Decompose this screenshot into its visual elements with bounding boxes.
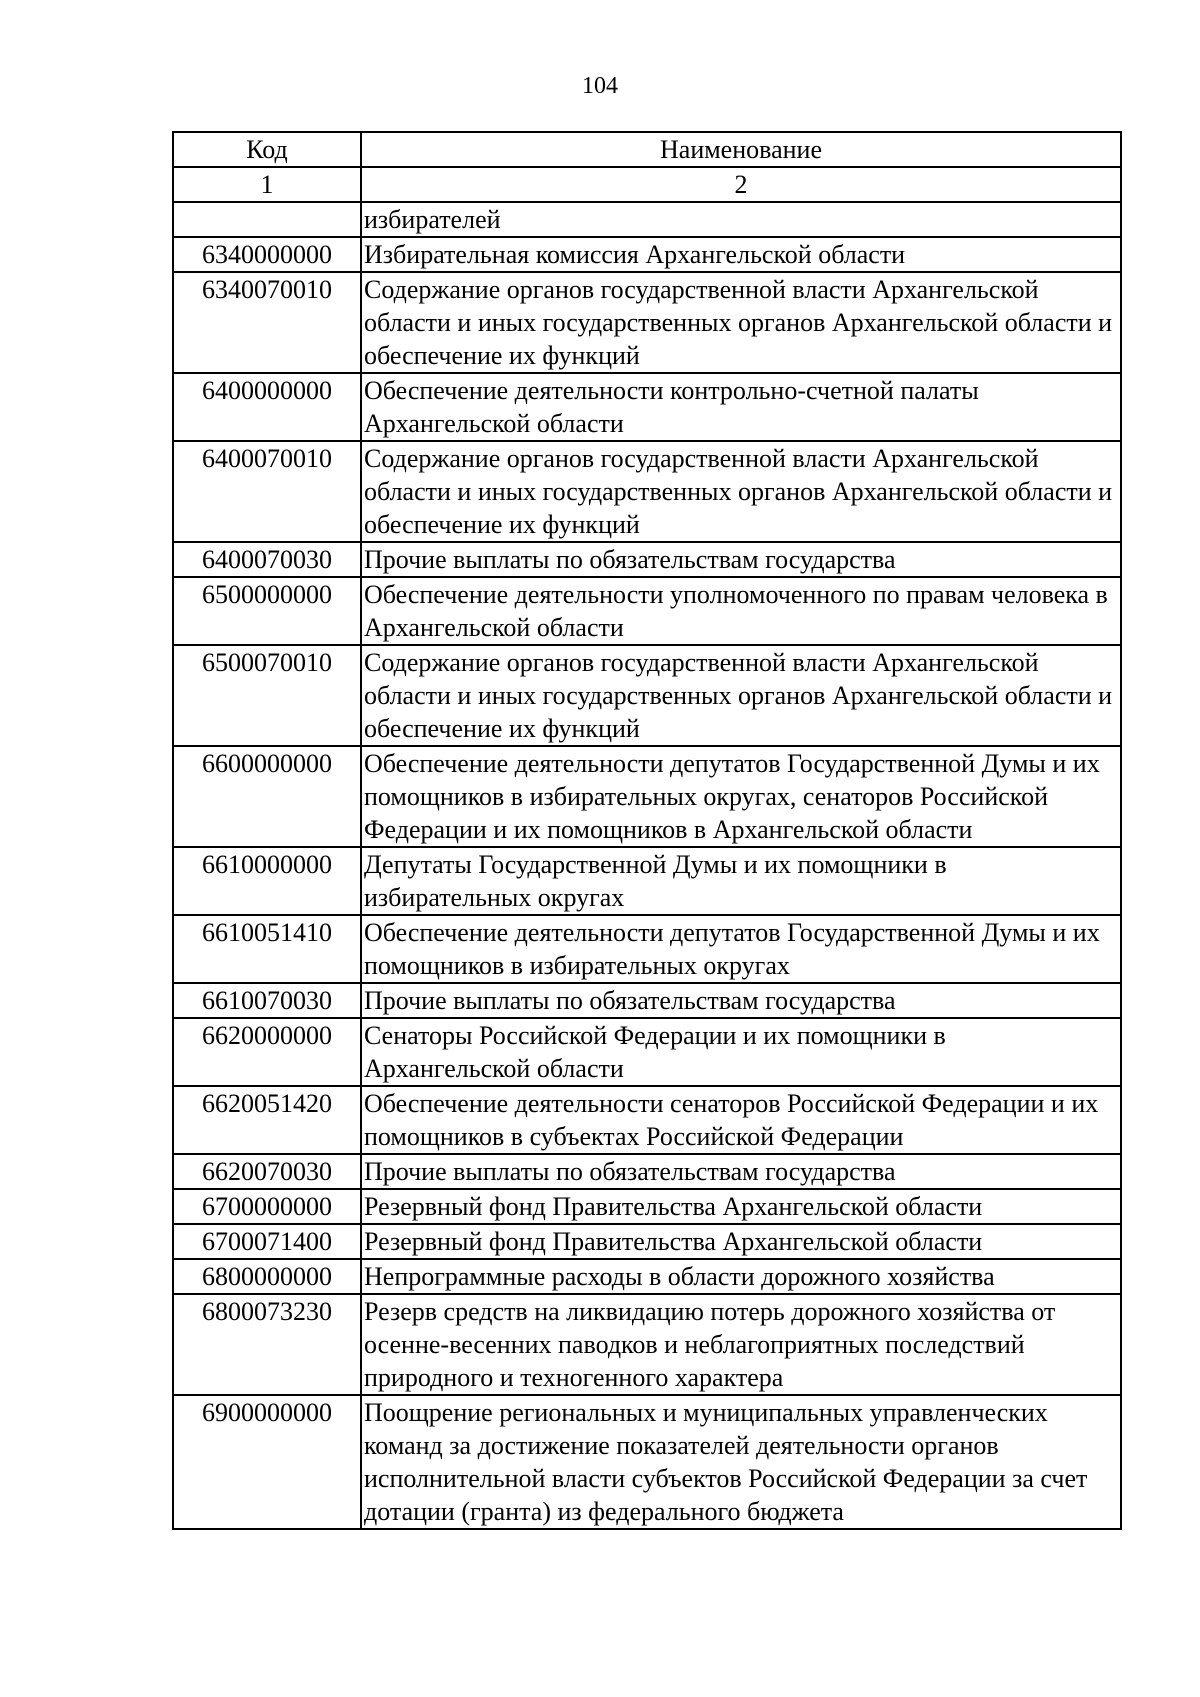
column-number-row	[173, 167, 1121, 202]
table-row	[173, 1259, 1121, 1294]
table-row	[173, 1018, 1121, 1086]
classification-table-container	[172, 131, 1120, 1530]
row-name-cell: Обеспечение деятельности депутатов Государственной Думы и их помощников в избирательных округах	[361, 915, 1121, 983]
table-row	[173, 1189, 1121, 1224]
row-name-cell: Обеспечение деятельности контрольно-счетной палаты Архангельской области	[361, 373, 1121, 441]
table-row	[173, 373, 1121, 441]
row-code-cell: 6500070010	[173, 645, 361, 746]
row-name-cell: Резерв средств на ликвидацию потерь дорожного хозяйства от осенне-весенних паводков и неблагоприятных последствий природного и техногенного характера	[361, 1294, 1121, 1395]
row-name-cell: Прочие выплаты по обязательствам государства	[361, 1154, 1121, 1189]
table-row	[173, 1294, 1121, 1395]
table-body	[173, 202, 1121, 1529]
table-row	[173, 1086, 1121, 1154]
row-name-cell: Депутаты Государственной Думы и их помощники в избирательных округах	[361, 847, 1121, 915]
table-row	[173, 272, 1121, 373]
table-row	[173, 1154, 1121, 1189]
row-code-cell: 6400000000	[173, 373, 361, 441]
row-name-cell: Прочие выплаты по обязательствам государства	[361, 983, 1121, 1018]
row-code-cell: 6610000000	[173, 847, 361, 915]
row-code-cell	[173, 202, 361, 237]
row-code-cell: 6610051410	[173, 915, 361, 983]
row-code-cell: 6620070030	[173, 1154, 361, 1189]
row-name-cell: Содержание органов государственной власти Архангельской области и иных государственных органов Архангельской области и обеспечение их функций	[361, 645, 1121, 746]
row-code-cell: 6900000000	[173, 1395, 361, 1529]
row-name-cell: Непрограммные расходы в области дорожного хозяйства	[361, 1259, 1121, 1294]
table-row	[173, 915, 1121, 983]
column-number-1: 1	[173, 167, 361, 202]
row-code-cell: 6500000000	[173, 577, 361, 645]
row-name-cell: Сенаторы Российской Федерации и их помощники в Архангельской области	[361, 1018, 1121, 1086]
row-name-cell: Резервный фонд Правительства Архангельской области	[361, 1224, 1121, 1259]
table-row	[173, 202, 1121, 237]
table-row	[173, 847, 1121, 915]
row-code-cell: 6620000000	[173, 1018, 361, 1086]
row-code-cell: 6400070010	[173, 441, 361, 542]
row-name-cell: Обеспечение деятельности уполномоченного по правам человека в Архангельской области	[361, 577, 1121, 645]
table-row	[173, 542, 1121, 577]
table-row	[173, 577, 1121, 645]
row-name-cell: Прочие выплаты по обязательствам государства	[361, 542, 1121, 577]
page-number: 104	[582, 73, 618, 99]
row-code-cell: 6620051420	[173, 1086, 361, 1154]
column-header-name: Наименование	[361, 132, 1121, 167]
row-name-cell: избирателей	[361, 202, 1121, 237]
table-row	[173, 237, 1121, 272]
row-code-cell: 6700071400	[173, 1224, 361, 1259]
row-code-cell: 6340000000	[173, 237, 361, 272]
table-row	[173, 645, 1121, 746]
table-row	[173, 1395, 1121, 1529]
row-code-cell: 6400070030	[173, 542, 361, 577]
row-name-cell: Содержание органов государственной власти Архангельской области и иных государственных органов Архангельской области и обеспечение их функций	[361, 441, 1121, 542]
row-code-cell: 6340070010	[173, 272, 361, 373]
classification-table	[172, 131, 1122, 1530]
table-row	[173, 746, 1121, 847]
column-header-code: Код	[173, 132, 361, 167]
row-name-cell: Содержание органов государственной власти Архангельской области и иных государственных органов Архангельской области и обеспечение их функций	[361, 272, 1121, 373]
row-code-cell: 6800000000	[173, 1259, 361, 1294]
row-code-cell: 6600000000	[173, 746, 361, 847]
table-row	[173, 441, 1121, 542]
table-row	[173, 1224, 1121, 1259]
table-row	[173, 983, 1121, 1018]
row-name-cell: Резервный фонд Правительства Архангельской области	[361, 1189, 1121, 1224]
column-number-2: 2	[361, 167, 1121, 202]
table-header-row	[173, 132, 1121, 167]
row-code-cell: 6700000000	[173, 1189, 361, 1224]
row-code-cell: 6610070030	[173, 983, 361, 1018]
row-name-cell: Обеспечение деятельности сенаторов Российской Федерации и их помощников в субъектах Российской Федерации	[361, 1086, 1121, 1154]
row-name-cell: Избирательная комиссия Архангельской области	[361, 237, 1121, 272]
row-code-cell: 6800073230	[173, 1294, 361, 1395]
row-name-cell: Обеспечение деятельности депутатов Государственной Думы и их помощников в избирательных округах, сенаторов Российской Федерации и их помощников в Архангельской области	[361, 746, 1121, 847]
row-name-cell: Поощрение региональных и муниципальных управленческих команд за достижение показателей деятельности органов исполнительной власти субъектов Российской Федерации за счет дотации (гранта) из федерального бюджета	[361, 1395, 1121, 1529]
